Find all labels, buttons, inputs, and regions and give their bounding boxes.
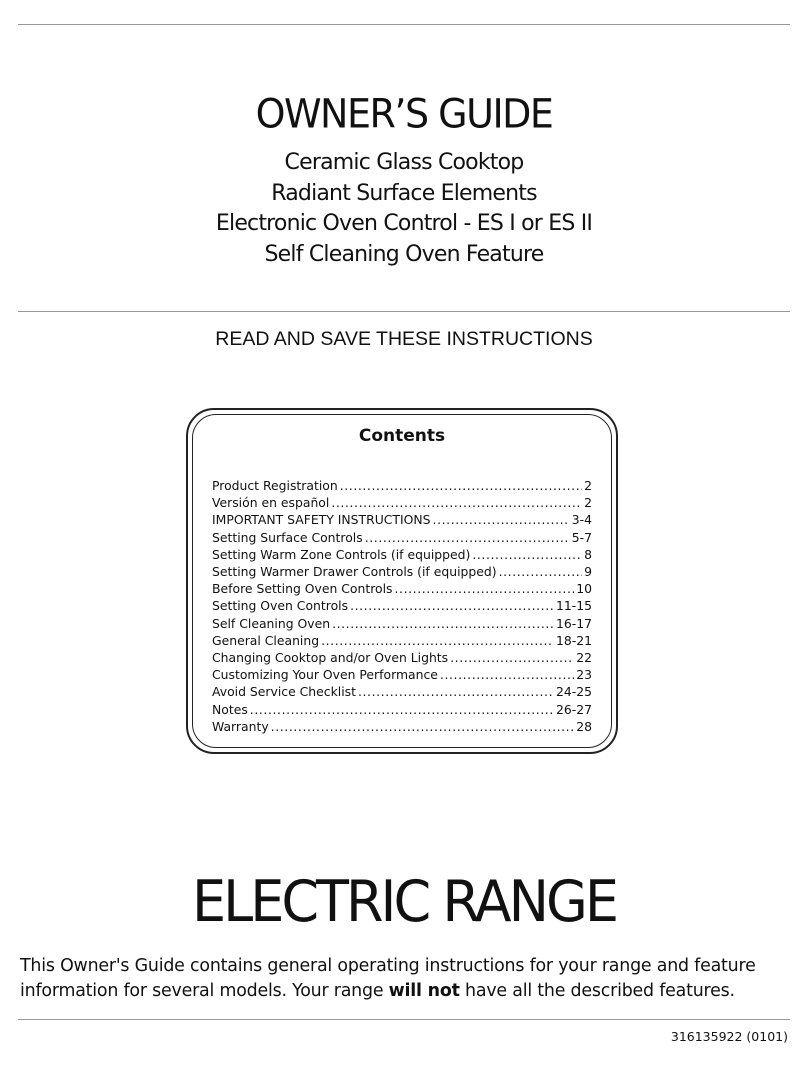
- toc-entry-page: 28: [576, 718, 592, 734]
- toc-entry-label: Before Setting Oven Controls: [212, 581, 393, 597]
- subtitle-line: Self Cleaning Oven Feature: [264, 241, 544, 267]
- toc-entry-label: IMPORTANT SAFETY INSTRUCTIONS: [212, 512, 431, 528]
- toc-entry-page: 2: [584, 478, 592, 493]
- toc-leader-dots: [271, 718, 575, 735]
- toc-leader-dots: [365, 529, 570, 546]
- toc-entry-page: 3-4: [571, 512, 592, 528]
- bottom-divider: [18, 1019, 790, 1020]
- middle-divider: [18, 311, 790, 312]
- toc-entry-label: Notes: [212, 701, 248, 717]
- toc-leader-dots: [350, 597, 554, 614]
- toc-entry-page: 9: [584, 564, 592, 580]
- toc-leader-dots: [499, 563, 583, 580]
- toc-entry: [212, 477, 592, 494]
- toc-entry: [212, 666, 592, 683]
- toc-entry: [212, 511, 592, 528]
- toc-entry-label: Changing Cooktop and/or Oven Lights: [212, 650, 449, 666]
- toc-leader-dots: [472, 546, 582, 563]
- toc-entry-label: Setting Warmer Drawer Controls (if equipped): [212, 564, 497, 580]
- toc-entry-label: Avoid Service Checklist: [212, 684, 356, 700]
- guide-title: OWNER’S GUIDE: [255, 90, 553, 138]
- toc-entry-label: Customizing Your Oven Performance: [212, 667, 438, 683]
- toc-entry: [212, 494, 592, 511]
- toc-leader-dots: [450, 649, 574, 666]
- disclaimer-text: [20, 954, 800, 1004]
- subtitle-line: Ceramic Glass Cooktop: [284, 150, 524, 175]
- toc-entry: [212, 529, 592, 546]
- toc-entry-label: Versión en español: [212, 495, 330, 511]
- toc-leader-dots: [331, 494, 582, 511]
- toc-entry-label: General Cleaning: [212, 632, 320, 648]
- top-divider: [18, 24, 790, 25]
- toc-leader-dots: [250, 701, 554, 718]
- toc-entry: [212, 546, 592, 563]
- toc-leader-dots: [395, 580, 575, 597]
- part-number: 316135922 (0101): [670, 1029, 788, 1044]
- toc-entry: [212, 615, 592, 632]
- disclaimer-before: This Owner's Guide contains general operating instructions for your range and feature information for several models. Your range: [20, 956, 756, 1001]
- toc-entry-label: Setting Warm Zone Controls (if equipped): [212, 546, 471, 562]
- toc-leader-dots: [321, 632, 554, 649]
- subtitle-line: Radiant Surface Elements: [271, 180, 537, 206]
- toc-entry: [212, 683, 592, 700]
- toc-entry-label: Product Registration: [212, 478, 338, 493]
- toc-entry-page: 18-21: [555, 632, 592, 648]
- toc-entry-label: Setting Oven Controls: [212, 598, 349, 614]
- toc-entry-page: 5-7: [571, 529, 592, 545]
- toc-entry-page: 24-25: [555, 684, 592, 700]
- toc-entry-page: 11-15: [555, 598, 592, 614]
- toc-entry: [212, 632, 592, 649]
- toc-entry-page: 23: [576, 667, 592, 683]
- toc-leader-dots: [440, 666, 574, 683]
- toc-entry-label: Setting Surface Controls: [212, 529, 363, 545]
- table-of-contents: [212, 477, 592, 735]
- disclaimer-after: have all the described features.: [459, 981, 735, 1001]
- toc-entry-page: 10: [576, 581, 592, 597]
- contents-box: [186, 408, 618, 754]
- toc-entry-label: Self Cleaning Oven: [212, 615, 331, 631]
- toc-leader-dots: [358, 683, 554, 700]
- toc-leader-dots: [433, 511, 570, 528]
- toc-entry-page: 2: [584, 495, 592, 511]
- toc-entry: [212, 580, 592, 597]
- toc-entry: [212, 701, 592, 718]
- toc-entry-page: 26-27: [555, 701, 592, 717]
- read-save-notice: READ AND SAVE THESE INSTRUCTIONS: [215, 328, 593, 350]
- toc-entry-page: 16-17: [555, 615, 592, 631]
- toc-entry-label: Warranty: [212, 718, 269, 734]
- toc-leader-dots: [340, 477, 582, 494]
- toc-entry: [212, 597, 592, 614]
- toc-entry: [212, 563, 592, 580]
- product-title: ELECTRIC RANGE: [192, 868, 616, 935]
- subtitle-block: [0, 148, 808, 270]
- toc-leader-dots: [332, 615, 554, 632]
- toc-entry: [212, 649, 592, 666]
- toc-entry-page: 8: [584, 546, 592, 562]
- disclaimer-emphasis: will not: [388, 981, 460, 1001]
- contents-heading: Contents: [358, 426, 446, 446]
- toc-entry-page: 22: [576, 650, 592, 666]
- toc-entry: [212, 718, 592, 735]
- subtitle-line: Electronic Oven Control - ES I or ES II: [215, 211, 593, 236]
